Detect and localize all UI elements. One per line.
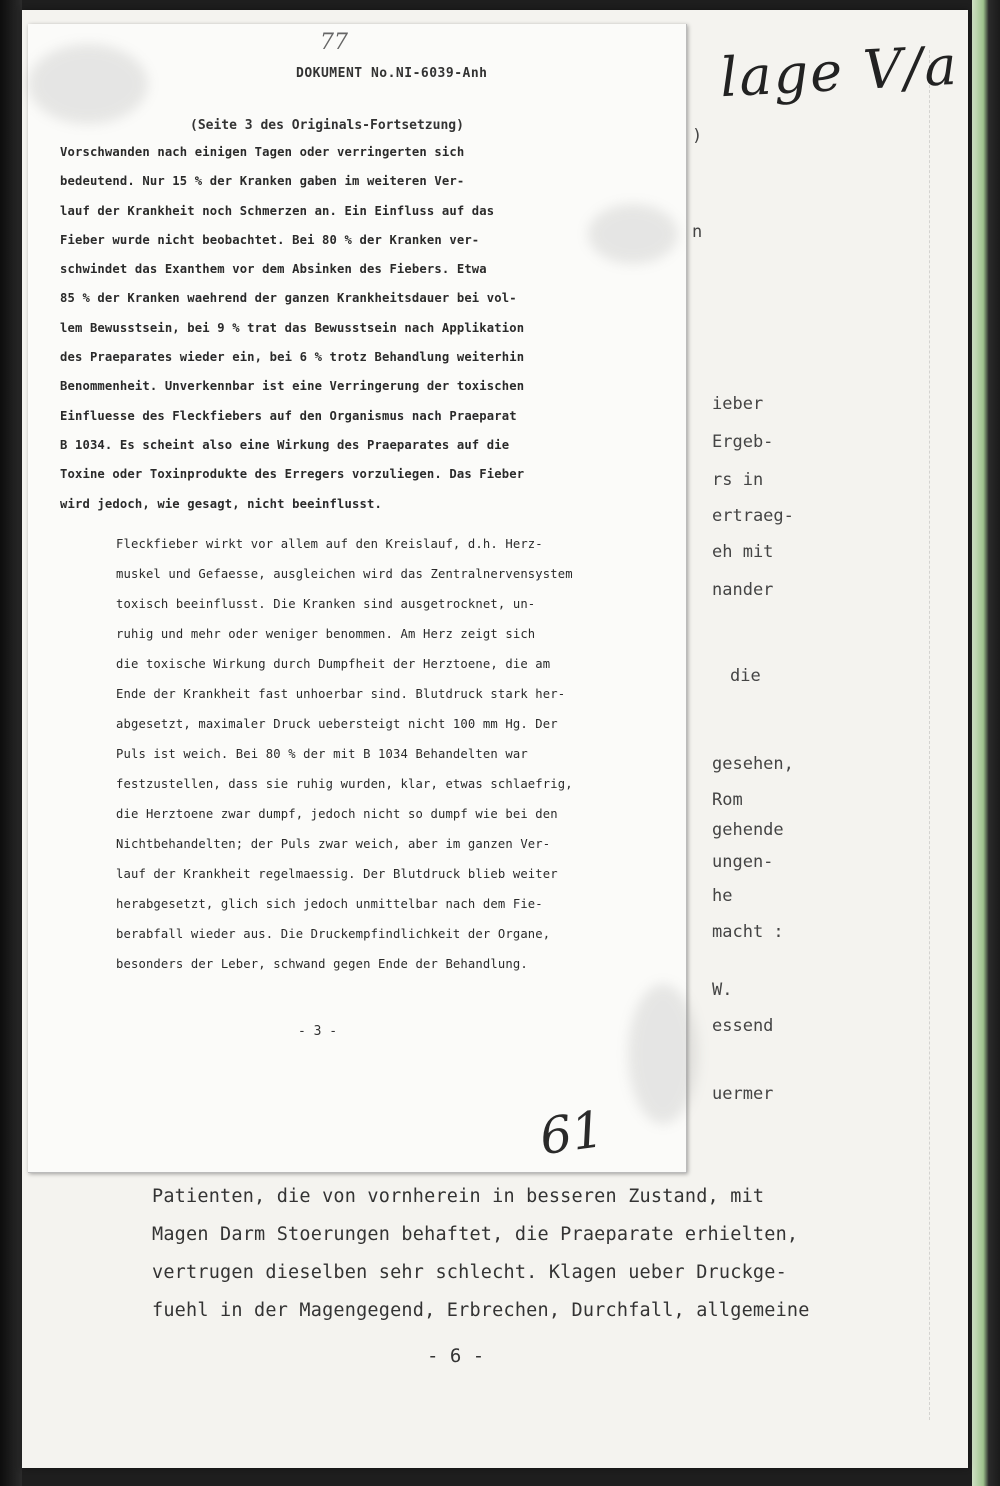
back-fragment: eh mit	[712, 542, 774, 562]
back-fragment: n	[692, 222, 703, 242]
back-fragment: die	[730, 666, 761, 686]
text-line: die toxische Wirkung durch Dumpfheit der Herztoene, die am	[116, 656, 551, 671]
front-page-number: - 3 -	[298, 1024, 338, 1039]
back-fragment: macht :	[712, 922, 784, 942]
binder-left-edge	[0, 0, 22, 1486]
back-fragment: ieber	[712, 394, 764, 414]
text-line: bedeutend. Nur 15 % der Kranken gaben im weiteren Ver-	[60, 174, 465, 189]
text-line: Fieber wurde nicht beobachtet. Bei 80 % der Kranken ver-	[60, 232, 480, 247]
text-line: Benommenheit. Unverkennbar ist eine Verringerung der toxischen	[60, 379, 525, 394]
text-line: muskel und Gefaesse, ausgleichen wird das Zentralnervensystem	[116, 566, 573, 581]
back-fragment: W.	[712, 980, 733, 1000]
front-page	[28, 24, 687, 1173]
back-fragment: ungen-	[712, 852, 774, 872]
text-line: besonders der Leber, schwand gegen Ende der Behandlung.	[116, 956, 528, 971]
back-fragment: Rom	[712, 790, 743, 810]
text-line: abgesetzt, maximaler Druck uebersteigt nicht 100 mm Hg. Der	[116, 716, 558, 731]
text-line: Fleckfieber wirkt vor allem auf den Kreislauf, d.h. Herz-	[116, 536, 543, 551]
back-fragment: essend	[712, 1016, 774, 1036]
back-page-number: - 6 -	[427, 1345, 485, 1367]
text-line: Ende der Krankheit fast unhoerbar sind. Blutdruck stark her-	[116, 686, 566, 701]
document-header: DOKUMENT No.NI-6039-Anh	[296, 66, 488, 81]
back-fragment: gesehen,	[712, 754, 794, 774]
text-line: Vorschwanden nach einigen Tagen oder verringerten sich	[60, 145, 465, 159]
text-line: B 1034. Es scheint also eine Wirkung des Praeparates auf die	[60, 437, 510, 452]
text-line: Patienten, die von vornherein in besseren Zustand, mit	[152, 1186, 765, 1207]
back-fragment: Ergeb-	[712, 432, 774, 452]
text-line: vertrugen dieselben sehr schlecht. Klagen ueber Druckge-	[152, 1262, 787, 1283]
text-line: wird jedoch, wie gesagt, nicht beeinflusst.	[60, 496, 382, 511]
text-line: toxisch beeinflusst. Die Kranken sind ausgetrocknet, un-	[116, 596, 536, 611]
text-line: Magen Darm Stoerungen behaftet, die Praeparate erhielten,	[152, 1224, 799, 1245]
text-line: 85 % der Kranken waehrend der ganzen Krankheitsdauer bei vol-	[60, 291, 517, 306]
text-line: lauf der Krankheit noch Schmerzen an. Ein Einfluss auf das	[60, 203, 495, 218]
text-line: Nichtbehandelten; der Puls zwar weich, aber im ganzen Ver-	[116, 836, 551, 851]
text-line: lem Bewusstsein, bei 9 % trat das Bewusstsein nach Applikation	[60, 320, 525, 335]
page-fold-line	[929, 50, 932, 1420]
front-page-body	[60, 138, 660, 979]
back-page-header: lage V/a	[718, 33, 961, 110]
continuation-note: (Seite 3 des Originals-Fortsetzung)	[190, 118, 464, 133]
text-line: schwindet das Exanthem vor dem Absinken des Fiebers. Etwa	[60, 262, 487, 277]
paragraph-2	[60, 529, 660, 979]
text-line: fuehl in der Magengegend, Erbrechen, Durchfall, allgemeine	[152, 1300, 810, 1321]
back-fragment: uermer	[712, 1084, 774, 1104]
back-fragment: gehende	[712, 820, 784, 840]
text-line: herabgesetzt, glich sich jedoch unmittelbar nach dem Fie-	[116, 896, 543, 911]
page-reference: 77	[320, 30, 348, 55]
back-fragment: ertraeg-	[712, 506, 794, 526]
text-line: lauf der Krankheit regelmaessig. Der Blutdruck blieb weiter	[116, 866, 558, 881]
text-line: Puls ist weich. Bei 80 % der mit B 1034 Behandelten war	[116, 746, 528, 761]
text-line: Toxine oder Toxinprodukte des Erregers vorzuliegen. Das Fieber	[60, 467, 525, 482]
handwritten-number: 61	[536, 1099, 608, 1167]
text-line: ruhig und mehr oder weniger benommen. Am Herz zeigt sich	[116, 626, 536, 641]
text-line: die Herztoene zwar dumpf, jedoch nicht so dumpf wie bei den	[116, 806, 558, 821]
paragraph-1	[60, 138, 660, 519]
binder-right-edge	[972, 0, 1000, 1486]
back-fragment: nander	[712, 580, 774, 600]
text-line: berabfall wieder aus. Die Druckempfindlichkeit der Organe,	[116, 926, 551, 941]
text-line: festzustellen, dass sie ruhig wurden, klar, etwas schlaefrig,	[116, 776, 573, 791]
back-fragment: )	[692, 126, 703, 146]
back-fragment: rs in	[712, 470, 764, 490]
back-page-body	[152, 1178, 832, 1330]
back-fragment: he	[712, 886, 733, 906]
text-line: des Praeparates wieder ein, bei 6 % trotz Behandlung weiterhin	[60, 350, 525, 365]
text-line: Einfluesse des Fleckfiebers auf den Organismus nach Praeparat	[60, 408, 517, 423]
